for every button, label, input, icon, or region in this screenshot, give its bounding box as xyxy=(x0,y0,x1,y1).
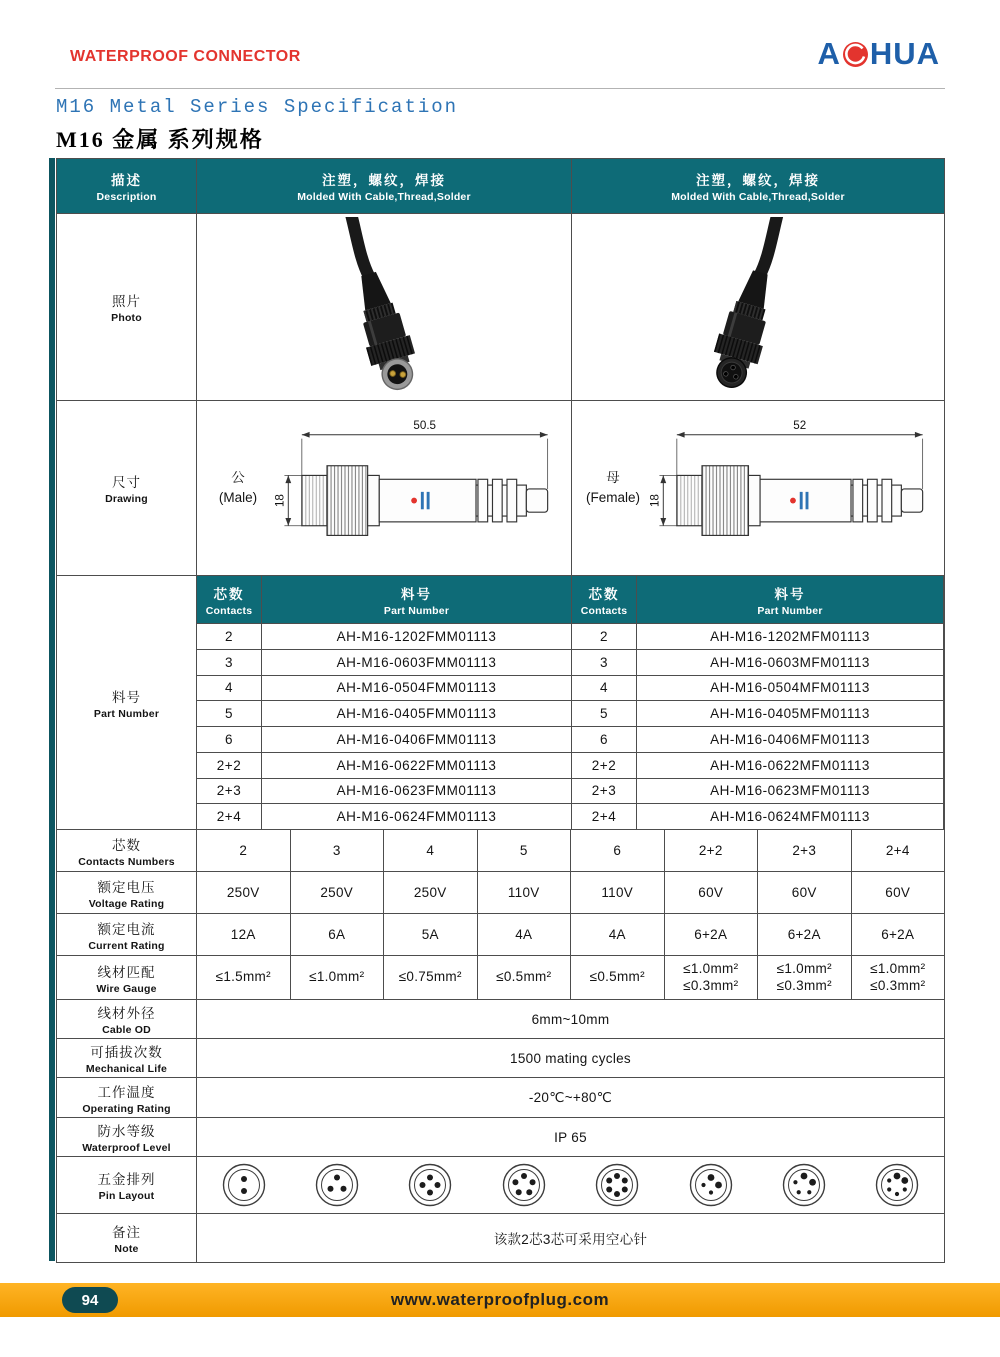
contacts-cell: 6 xyxy=(197,727,262,753)
female-photo-cell xyxy=(572,214,944,401)
row-photo xyxy=(57,214,944,401)
drawing-label-en: Drawing xyxy=(105,493,148,505)
male-part-cell: AH-M16-0623FMM01113 xyxy=(262,779,572,805)
row-operating-rating xyxy=(57,1078,944,1118)
contacts-value: 4 xyxy=(384,830,478,872)
voltage-value: 60V xyxy=(852,872,945,914)
contacts-cell: 2 xyxy=(197,624,262,650)
wire-gauge-label-cn: 线材匹配 xyxy=(97,964,156,980)
pin-layout-2-icon xyxy=(221,1162,267,1208)
header-divider xyxy=(55,88,945,89)
pin-layout-3-icon xyxy=(314,1162,360,1208)
cable-od-label-cell xyxy=(57,1000,197,1039)
part-number-row xyxy=(197,650,944,676)
pin-slot xyxy=(757,1162,850,1208)
photo-label-cell xyxy=(57,214,197,401)
contacts-header-en: Contacts xyxy=(580,604,628,617)
description-female-cn: 注塑，螺纹，焊接 xyxy=(696,173,820,188)
pin-layout-5-icon xyxy=(501,1162,547,1208)
part-number-body xyxy=(197,576,944,830)
operating-rating-label-cn: 工作温度 xyxy=(97,1084,156,1100)
wire-gauge-label-cell xyxy=(57,956,197,1000)
voltage-value: 250V xyxy=(291,872,385,914)
page-number: 94 xyxy=(81,1291,99,1309)
note-label-cell xyxy=(57,1214,197,1263)
wire-gauge-label-en: Wire Gauge xyxy=(96,982,157,995)
male-height-dim: 18 xyxy=(273,494,287,508)
operating-rating-label-en: Operating Rating xyxy=(82,1102,171,1115)
pin-layout-label-cell xyxy=(57,1157,197,1214)
waterproof-level-label-en: Waterproof Level xyxy=(82,1142,171,1154)
mechanical-life-label-cell xyxy=(57,1039,197,1078)
wire-gauge-value: ≤1.0mm² xyxy=(291,956,385,1000)
female-part-cell: AH-M16-0405MFM01113 xyxy=(637,701,944,727)
wire-gauge-value: ≤0.5mm² xyxy=(478,956,572,1000)
waterproof-level-value: IP 65 xyxy=(197,1118,944,1157)
part-number-header xyxy=(197,576,944,624)
current-label-en: Current Rating xyxy=(88,939,165,952)
contacts-header-en: Contacts xyxy=(205,604,253,617)
female-length-dim: 52 xyxy=(793,418,807,432)
operating-rating-value: -20℃~+80℃ xyxy=(197,1078,944,1118)
row-current-rating xyxy=(57,914,944,956)
male-drawing-cell xyxy=(197,401,572,576)
current-value: 5A xyxy=(384,914,478,956)
pin-layout-label-en: Pin Layout xyxy=(98,1190,155,1202)
mechanical-life-label-cn: 可插拔次数 xyxy=(90,1045,163,1060)
male-part-cell: AH-M16-0405FMM01113 xyxy=(262,701,572,727)
female-side-label xyxy=(584,468,642,509)
pin-slot xyxy=(290,1162,383,1208)
voltage-value: 60V xyxy=(665,872,759,914)
pin-slot xyxy=(664,1162,757,1208)
page-header-title: WATERPROOF CONNECTOR xyxy=(70,48,301,65)
contacts-cell: 2+3 xyxy=(197,779,262,805)
pin-layout-4-icon xyxy=(407,1162,453,1208)
drawing-label-cn: 尺寸 xyxy=(112,475,141,490)
pin-layout-2+2-icon xyxy=(688,1162,734,1208)
page-number-badge xyxy=(62,1287,118,1313)
description-male-cell xyxy=(197,159,572,214)
male-part-cell: AH-M16-0624FMM01113 xyxy=(262,804,572,830)
row-contacts-numbers xyxy=(57,830,944,872)
part-number-label-cn: 料号 xyxy=(112,689,141,705)
voltage-value: 110V xyxy=(478,872,572,914)
voltage-label-cn: 额定电压 xyxy=(97,879,156,895)
contacts-header-cn: 芯数 xyxy=(588,586,620,602)
contacts-cell: 4 xyxy=(197,676,262,702)
wire-gauge-value: ≤0.75mm² xyxy=(384,956,478,1000)
contacts-cell: 5 xyxy=(572,701,637,727)
female-connector-photo xyxy=(593,217,923,397)
cable-od-label-en: Cable OD xyxy=(102,1024,151,1036)
drawing-logo-mark xyxy=(411,498,417,504)
current-label-cn: 额定电流 xyxy=(97,921,156,937)
current-value: 6+2A xyxy=(758,914,852,956)
operating-rating-label-cell xyxy=(57,1078,197,1118)
contacts-numbers-label-en: Contacts Numbers xyxy=(78,855,175,868)
contacts-value: 3 xyxy=(291,830,385,872)
logo-circle-icon xyxy=(842,41,869,68)
part-number-row xyxy=(197,779,944,805)
contacts-cell: 4 xyxy=(572,676,637,702)
wire-gauge-value: ≤1.0mm² ≤0.3mm² xyxy=(665,956,759,1000)
contacts-numbers-label-cell xyxy=(57,830,197,872)
pin-layout-2+3-icon xyxy=(781,1162,827,1208)
voltage-value: 250V xyxy=(197,872,291,914)
part-header-cn: 料号 xyxy=(401,586,432,602)
photo-label-cn: 照片 xyxy=(112,294,141,309)
voltage-value: 60V xyxy=(758,872,852,914)
female-side-cn: 母 xyxy=(606,469,620,485)
wire-gauge-value: ≤1.0mm² ≤0.3mm² xyxy=(852,956,945,1000)
contacts-header-cell xyxy=(197,576,262,624)
row-note xyxy=(57,1214,944,1263)
male-part-cell: AH-M16-0622FMM01113 xyxy=(262,753,572,779)
aohua-logo xyxy=(817,36,940,72)
wire-gauge-value: ≤1.5mm² xyxy=(197,956,291,1000)
current-value: 6+2A xyxy=(852,914,945,956)
male-part-cell: AH-M16-1202FMM01113 xyxy=(262,624,572,650)
contacts-cell: 2+2 xyxy=(572,753,637,779)
description-female-en: Molded With Cable,Thread,Solder xyxy=(671,191,845,203)
row-voltage-rating xyxy=(57,872,944,914)
part-header-cn: 料号 xyxy=(774,586,806,602)
wire-gauge-value: ≤0.5mm² xyxy=(571,956,665,1000)
voltage-label-en: Voltage Rating xyxy=(88,897,165,910)
part-number-row xyxy=(197,624,944,650)
part-number-row xyxy=(197,753,944,779)
pin-slot xyxy=(384,1162,477,1208)
female-part-cell: AH-M16-0406MFM01113 xyxy=(637,727,944,753)
photo-label-en: Photo xyxy=(111,312,142,324)
current-value: 6+2A xyxy=(665,914,759,956)
left-accent-strip xyxy=(49,158,55,1261)
male-dimension-drawing xyxy=(267,413,567,563)
female-dimension-drawing xyxy=(642,413,942,563)
male-side-label xyxy=(209,468,267,509)
part-number-row xyxy=(197,727,944,753)
male-photo-cell xyxy=(197,214,572,401)
contacts-numbers-label-cn: 芯数 xyxy=(112,837,141,853)
contacts-value: 2+2 xyxy=(665,830,759,872)
row-drawing xyxy=(57,401,944,576)
pin-layout-diagrams xyxy=(197,1157,944,1214)
description-label-cell xyxy=(57,159,197,214)
current-value: 4A xyxy=(571,914,665,956)
cable-od-label-cn: 线材外径 xyxy=(97,1006,156,1021)
contacts-cell: 3 xyxy=(197,650,262,676)
female-side-en: (Female) xyxy=(585,490,640,505)
part-header-cell xyxy=(262,576,572,624)
note-label-cn: 备注 xyxy=(112,1225,141,1240)
part-header-en: Part Number xyxy=(383,604,450,617)
contacts-value: 2+4 xyxy=(852,830,945,872)
contacts-value: 2 xyxy=(197,830,291,872)
pin-layout-label-cn: 五金排列 xyxy=(97,1172,156,1187)
voltage-label-cell xyxy=(57,872,197,914)
mechanical-life-label-en: Mechanical Life xyxy=(85,1063,168,1075)
contacts-cell: 2 xyxy=(572,624,637,650)
description-male-cn: 注塑，螺纹，焊接 xyxy=(322,173,446,188)
wire-gauge-value: ≤1.0mm² ≤0.3mm² xyxy=(758,956,852,1000)
logo-letters-hua: HUA xyxy=(869,36,940,71)
male-part-cell: AH-M16-0504FMM01113 xyxy=(262,676,572,702)
cable-od-value: 6mm~10mm xyxy=(197,1000,944,1039)
pin-slot xyxy=(477,1162,570,1208)
female-part-cell: AH-M16-0622MFM01113 xyxy=(637,753,944,779)
row-wire-gauge xyxy=(57,956,944,1000)
note-value: 该款2芯3芯可采用空心针 xyxy=(197,1214,944,1263)
pin-layout-6-icon xyxy=(594,1162,640,1208)
row-pin-layout xyxy=(57,1157,944,1214)
row-mechanical-life xyxy=(57,1039,944,1078)
female-part-cell: AH-M16-0624MFM01113 xyxy=(637,804,944,830)
male-part-cell: AH-M16-0406FMM01113 xyxy=(262,727,572,753)
mechanical-life-value: 1500 mating cycles xyxy=(197,1039,944,1078)
description-label-en: Description xyxy=(96,191,157,203)
footer-url: www.waterproofplug.com xyxy=(390,1290,610,1309)
contacts-value: 6 xyxy=(571,830,665,872)
drawing-logo-mark xyxy=(790,498,796,504)
contacts-cell: 2+4 xyxy=(197,804,262,830)
female-height-dim: 18 xyxy=(648,494,662,508)
pin-layout-2+4-icon xyxy=(874,1162,920,1208)
series-title-cn: M16 金属 系列规格 xyxy=(56,127,264,152)
pin-slot xyxy=(851,1162,944,1208)
female-drawing-cell xyxy=(572,401,944,576)
pin-slot xyxy=(571,1162,664,1208)
current-value: 4A xyxy=(478,914,572,956)
contacts-header-cn: 芯数 xyxy=(213,586,245,602)
logo-letter-a: A xyxy=(817,36,841,71)
contacts-cell: 2+3 xyxy=(572,779,637,805)
contacts-cell: 2+2 xyxy=(197,753,262,779)
current-value: 6A xyxy=(291,914,385,956)
male-part-cell: AH-M16-0603FMM01113 xyxy=(262,650,572,676)
description-female-cell xyxy=(572,159,944,214)
row-description xyxy=(57,159,944,214)
waterproof-level-label-cn: 防水等级 xyxy=(97,1124,156,1139)
note-label-en: Note xyxy=(114,1243,139,1255)
current-label-cell xyxy=(57,914,197,956)
female-part-cell: AH-M16-0623MFM01113 xyxy=(637,779,944,805)
part-number-label-cell xyxy=(57,576,197,830)
current-value: 12A xyxy=(197,914,291,956)
part-number-label-en: Part Number xyxy=(93,707,160,720)
row-cable-od xyxy=(57,1000,944,1039)
contacts-cell: 6 xyxy=(572,727,637,753)
contacts-value: 5 xyxy=(478,830,572,872)
row-waterproof-level xyxy=(57,1118,944,1157)
female-part-cell: AH-M16-0603MFM01113 xyxy=(637,650,944,676)
part-header-en: Part Number xyxy=(757,604,823,617)
part-header-cell xyxy=(637,576,944,624)
pin-slot xyxy=(197,1162,290,1208)
female-part-cell: AH-M16-1202MFM01113 xyxy=(637,624,944,650)
part-number-row xyxy=(197,804,944,830)
contacts-value: 2+3 xyxy=(758,830,852,872)
voltage-value: 250V xyxy=(384,872,478,914)
row-part-number xyxy=(57,576,944,830)
part-number-row xyxy=(197,701,944,727)
contacts-cell: 2+4 xyxy=(572,804,637,830)
description-male-en: Molded With Cable,Thread,Solder xyxy=(297,191,471,203)
contacts-cell: 5 xyxy=(197,701,262,727)
male-side-en: (Male) xyxy=(218,490,258,505)
spec-table xyxy=(56,158,945,1263)
male-side-cn: 公 xyxy=(231,469,245,485)
male-length-dim: 50.5 xyxy=(413,418,437,432)
contacts-header-cell xyxy=(572,576,637,624)
contacts-cell: 3 xyxy=(572,650,637,676)
description-label-cn: 描述 xyxy=(111,173,142,188)
voltage-value: 110V xyxy=(571,872,665,914)
male-connector-photo xyxy=(219,217,549,397)
drawing-label-cell xyxy=(57,401,197,576)
series-title-en: M16 Metal Series Specification xyxy=(56,96,459,118)
part-number-row xyxy=(197,676,944,702)
female-part-cell: AH-M16-0504MFM01113 xyxy=(637,676,944,702)
waterproof-level-label-cell xyxy=(57,1118,197,1157)
